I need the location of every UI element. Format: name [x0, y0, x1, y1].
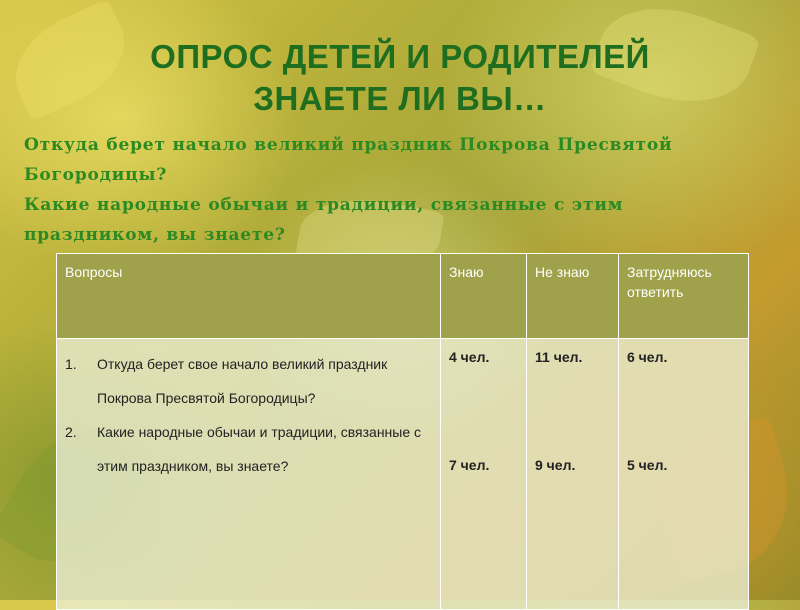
hard-to-answer-cell — [619, 339, 749, 610]
header-hard-to-answer: Затрудняюсь ответить — [619, 254, 749, 339]
questions-list — [65, 347, 432, 483]
dont-know-cell — [527, 339, 619, 610]
dont-know-count-q2: 9 чел. — [535, 457, 576, 473]
header-questions: Вопросы — [57, 254, 441, 339]
dont-know-count-q1: 11 чел. — [535, 349, 583, 365]
survey-table — [56, 253, 749, 610]
intro-question-1: Откуда берет начало великий праздник Покрова Пресвятой Богородицы? — [24, 135, 673, 185]
question-text: Какие народные обычаи и традиции, связанные с этим праздником, вы знаете? — [97, 424, 422, 474]
question-text: Откуда берет свое начало великий праздник Покрова Пресвятой Богородицы? — [97, 356, 388, 406]
page-title — [0, 36, 800, 120]
table-header-row — [57, 254, 749, 339]
table-row — [57, 339, 749, 610]
questions-cell — [57, 339, 441, 610]
hard-count-q1: 6 чел. — [627, 349, 668, 365]
know-count-q1: 4 чел. — [449, 349, 490, 365]
list-item — [65, 415, 432, 483]
question-number: 1. — [65, 356, 77, 372]
list-item — [65, 347, 432, 415]
know-count-q2: 7 чел. — [449, 457, 490, 473]
title-line-1: ОПРОС ДЕТЕЙ И РОДИТЕЛЕЙ — [150, 38, 650, 75]
title-line-2: ЗНАЕТЕ ЛИ ВЫ… — [253, 80, 547, 117]
hard-count-q2: 5 чел. — [627, 457, 668, 473]
header-dont-know: Не знаю — [527, 254, 619, 339]
know-cell — [441, 339, 527, 610]
intro-question-2: Какие народные обычаи и традиции, связанные с этим праздником, вы знаете? — [24, 195, 624, 245]
question-number: 2. — [65, 424, 77, 440]
header-know: Знаю — [441, 254, 527, 339]
intro-text — [24, 130, 744, 250]
